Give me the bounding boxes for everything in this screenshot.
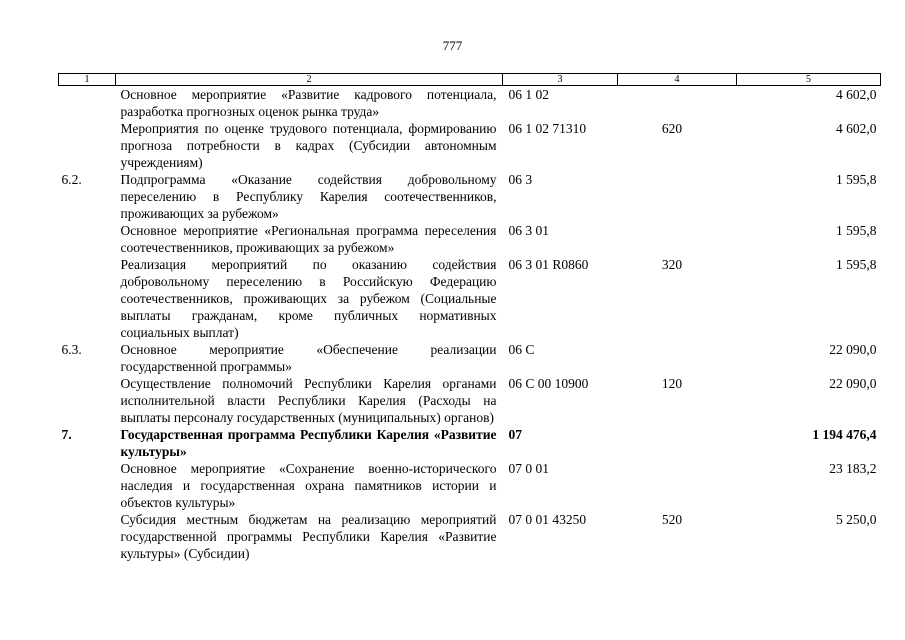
header-col-3: 3 xyxy=(503,74,618,86)
row-number xyxy=(59,222,116,256)
table-row xyxy=(59,426,881,460)
row-name: Субсидия местным бюджетам на реализацию мероприятий государственной программы Республики Карелия «Развитие культуры» (Субсидии) xyxy=(120,512,497,561)
row-expense-type: 120 xyxy=(661,376,683,391)
row-amount: 22 090,0 xyxy=(829,342,877,357)
row-expense-type: 520 xyxy=(661,512,683,527)
table-row xyxy=(59,511,881,562)
row-code: 07 0 01 43250 xyxy=(508,512,587,527)
table-row xyxy=(59,171,881,222)
row-amount: 23 183,2 xyxy=(829,461,877,476)
row-code: 06 3 xyxy=(508,172,533,187)
table-row xyxy=(59,86,881,121)
row-name: Осуществление полномочий Республики Карелия органами исполнительной власти Республики Карелия (Расходы на выплаты персоналу государственных (муниципальных) органов) xyxy=(120,376,497,425)
row-name: Подпрограмма «Оказание содействия добровольному переселению в Республику Карелия соотечественников, проживающих за рубежом» xyxy=(120,172,497,221)
row-code: 06 1 02 71310 xyxy=(508,121,587,136)
row-number: 7. xyxy=(61,427,72,442)
row-name: Государственная программа Республики Карелия «Развитие культуры» xyxy=(120,427,497,459)
table-row xyxy=(59,120,881,171)
header-col-2: 2 xyxy=(116,74,503,86)
row-name: Мероприятия по оценке трудового потенциала, формированию прогноза потребности в кадрах (Субсидии автономным учреждениям) xyxy=(120,121,497,170)
row-code: 06 3 01 R0860 xyxy=(508,257,589,272)
table-row xyxy=(59,256,881,341)
page-number: 777 xyxy=(442,38,463,53)
row-name: Реализация мероприятий по оказанию содействия добровольному переселению в Российскую Федерацию соотечественников, проживающих за рубежом (Социальные выплаты гражданам, кроме публичных нормативных социальных выплат) xyxy=(120,257,497,340)
table-body xyxy=(59,86,881,563)
row-expense-type xyxy=(618,460,737,511)
row-code: 07 xyxy=(508,427,522,442)
row-name: Основное мероприятие «Развитие кадрового потенциала, разработка прогнозных оценок рынка труда» xyxy=(120,87,497,119)
row-expense-type xyxy=(618,171,737,222)
row-name: Основное мероприятие «Сохранение военно-исторического наследия и государственная охрана памятников истории и объектов культуры» xyxy=(120,461,497,510)
row-number: 6.2. xyxy=(61,172,82,187)
row-amount: 1 595,8 xyxy=(836,257,877,272)
row-code: 06 С 00 10900 xyxy=(508,376,589,391)
row-amount: 1 595,8 xyxy=(836,172,877,187)
row-number xyxy=(59,256,116,341)
row-expense-type: 620 xyxy=(661,121,683,136)
row-code: 06 С xyxy=(508,342,535,357)
row-number xyxy=(59,375,116,426)
row-number xyxy=(59,460,116,511)
table-row xyxy=(59,375,881,426)
header-col-1: 1 xyxy=(59,74,116,86)
row-number xyxy=(59,120,116,171)
row-expense-type: 320 xyxy=(661,257,683,272)
header-col-4: 4 xyxy=(618,74,737,86)
row-code: 06 3 01 xyxy=(508,223,549,238)
row-expense-type xyxy=(618,426,737,460)
budget-table xyxy=(58,73,881,562)
table-row xyxy=(59,460,881,511)
row-amount: 1 595,8 xyxy=(836,223,877,238)
row-expense-type xyxy=(618,222,737,256)
header-col-5: 5 xyxy=(737,74,881,86)
row-amount: 22 090,0 xyxy=(829,376,877,391)
row-expense-type xyxy=(618,341,737,375)
row-code: 07 0 01 xyxy=(508,461,549,476)
row-code: 06 1 02 xyxy=(508,87,549,102)
header-row xyxy=(59,74,881,86)
table-row xyxy=(59,341,881,375)
row-amount: 4 602,0 xyxy=(836,87,877,102)
row-number: 6.3. xyxy=(61,342,82,357)
table-row xyxy=(59,222,881,256)
row-expense-type xyxy=(618,86,737,121)
row-number xyxy=(59,511,116,562)
row-amount: 5 250,0 xyxy=(836,512,877,527)
row-name: Основное мероприятие «Обеспечение реализации государственной программы» xyxy=(120,342,497,374)
row-number xyxy=(59,86,116,121)
row-amount: 4 602,0 xyxy=(836,121,877,136)
row-amount: 1 194 476,4 xyxy=(812,427,877,442)
row-name: Основное мероприятие «Региональная программа переселения соотечественников, проживающих за рубежом» xyxy=(120,223,497,255)
